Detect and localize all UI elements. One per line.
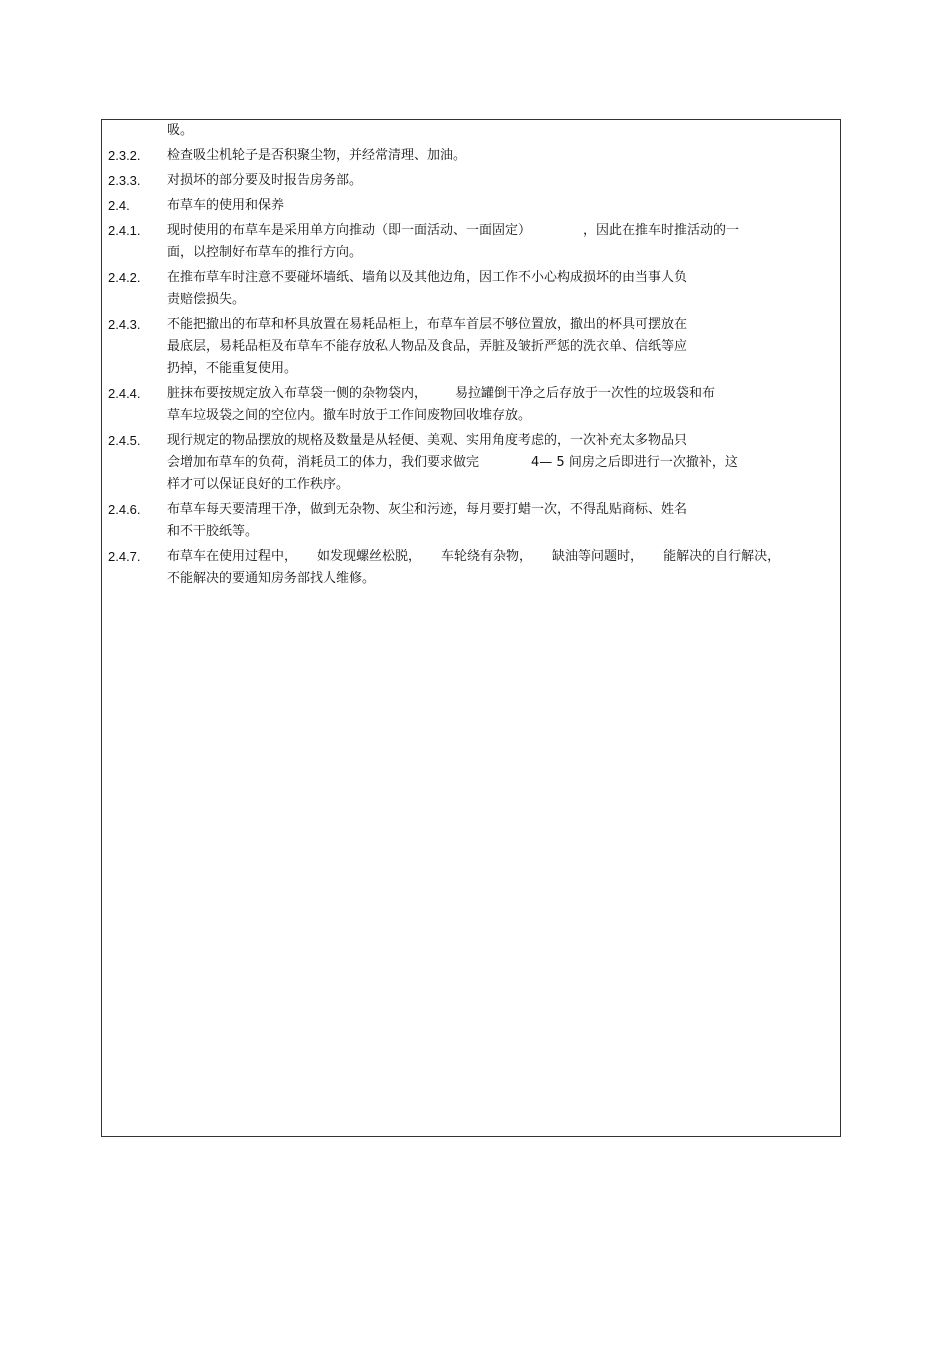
item-text: 检查吸尘机轮子是否积聚尘物，并经常清理、加油。 — [167, 148, 467, 163]
item-number: 2.4.1. — [108, 223, 141, 238]
item-text-line: 扔掉，不能重复使用。 — [167, 361, 298, 376]
item-number: 2.4.3. — [108, 317, 141, 332]
item-text-line: 草车垃圾袋之间的空位内。撤车时放于工作间废物回收堆存放。 — [167, 408, 532, 423]
item-text-line — [167, 452, 833, 474]
item-text-line: 现行规定的物品摆放的规格及数量是从轻便、美观、实用角度考虑的，一次补充太多物品只 — [167, 433, 688, 448]
item-text-line: 在推布草车时注意不要碰坏墙纸、墙角以及其他边角，因工作不小心构成损坏的由当事人负 — [167, 270, 688, 285]
item-text-line: 责赔偿损失。 — [167, 292, 246, 307]
item-text-line — [167, 220, 833, 242]
item-text-line — [167, 383, 833, 405]
item-text-segment: ，因此在推车时推活动的一 — [583, 223, 740, 238]
item-number: 2.4.4. — [108, 386, 141, 401]
document-content — [108, 120, 833, 593]
item-text-segment: 会增加布草车的负荷，消耗员工的体力，我们要求做完 — [167, 455, 480, 470]
item-number: 2.4. — [108, 198, 130, 213]
item-text-line — [167, 546, 833, 568]
list-item-continuation — [108, 120, 833, 142]
item-text-line: 样才可以保证良好的工作秩序。 — [167, 477, 350, 492]
list-item-2-4-1 — [108, 220, 833, 264]
list-item-2-4-7 — [108, 546, 833, 590]
item-text-segment: 能解决的自行解决， — [663, 549, 781, 564]
item-text-line: 不能把撤出的布草和杯具放置在易耗品柜上，布草车首层不够位置放，撤出的杯具可摆放在 — [167, 317, 688, 332]
item-text-segment: 现时使用的布草车是采用单方向推动（即一面活动、一面固定） — [167, 223, 532, 238]
item-text-segment: 缺油等问题时， — [552, 549, 644, 564]
item-number: 2.4.7. — [108, 549, 141, 564]
list-item-2-4-3 — [108, 314, 833, 380]
item-text: 对损坏的部分要及时报告房务部。 — [167, 173, 363, 188]
item-text-segment: 脏抹布要按规定放入布草袋一侧的杂物袋内， — [167, 386, 428, 401]
item-number: 2.3.3. — [108, 173, 141, 188]
item-text-line: 不能解决的要通知房务部找人维修。 — [167, 571, 376, 586]
list-item-2-3-3 — [108, 170, 833, 192]
continuation-text: 吸。 — [167, 123, 194, 138]
item-text-line: 和不干胶纸等。 — [167, 524, 259, 539]
item-text-segment: 易拉罐倒干净之后存放于一次性的垃圾袋和布 — [455, 386, 716, 401]
item-text-segment: 4— 5 间房之后即进行一次撤补，这 — [531, 455, 738, 470]
list-item-2-4-5 — [108, 430, 833, 496]
item-text-line: 最底层，易耗品柜及布草车不能存放私人物品及食品，弄脏及皱折严惩的洗衣单、信纸等应 — [167, 339, 688, 354]
document-frame — [101, 119, 841, 1137]
item-number: 2.4.2. — [108, 270, 141, 285]
item-text-segment: 布草车在使用过程中， — [167, 549, 298, 564]
item-text-segment: 车轮绕有杂物， — [441, 549, 533, 564]
item-number: 2.4.6. — [108, 502, 141, 517]
list-item-2-4 — [108, 195, 833, 217]
item-text-line: 面，以控制好布草车的推行方向。 — [167, 245, 363, 260]
section-heading: 布草车的使用和保养 — [167, 198, 285, 213]
list-item-2-4-4 — [108, 383, 833, 427]
item-number: 2.3.2. — [108, 148, 141, 163]
list-item-2-4-6 — [108, 499, 833, 543]
item-text-segment: 如发现螺丝松脱， — [317, 549, 422, 564]
item-number: 2.4.5. — [108, 433, 141, 448]
item-text-line: 布草车每天要清理干净，做到无杂物、灰尘和污迹，每月要打蜡一次，不得乱贴商标、姓名 — [167, 502, 688, 517]
list-item-2-4-2 — [108, 267, 833, 311]
list-item-2-3-2 — [108, 145, 833, 167]
